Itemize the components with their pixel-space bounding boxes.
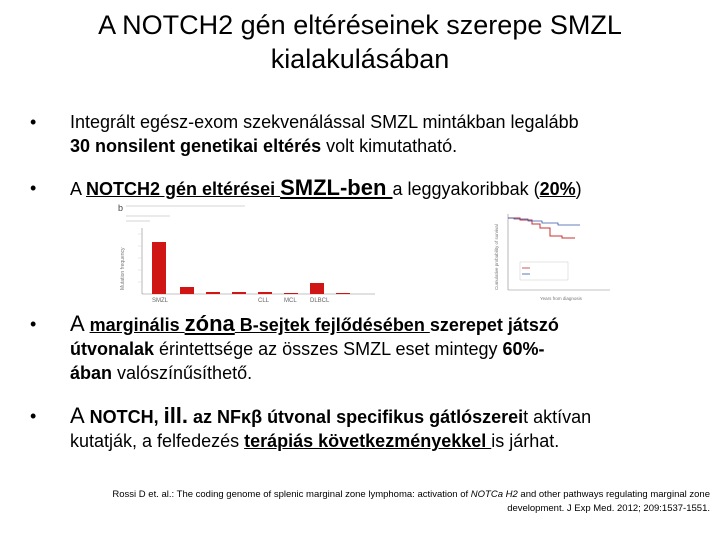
- bullet-1-rest: volt kimutatható.: [321, 136, 458, 156]
- bullet-1-line-2: [70, 134, 700, 158]
- figure-svg: [110, 198, 630, 306]
- bullet-2-mid: a leggyakoribbak (: [392, 179, 540, 199]
- bullet-4-therapy: terápiás következményekkel: [244, 431, 492, 451]
- category-label: SMZL: [152, 298, 169, 304]
- bullet-2-gene: NOTCH2 gén eltérései: [86, 179, 281, 199]
- panel-label: b: [118, 203, 124, 213]
- bar-3: [206, 292, 220, 294]
- bar-7: [310, 283, 324, 294]
- bullet-4-notch: NOTCH,: [89, 407, 164, 427]
- bar-smzl: [152, 242, 166, 294]
- km-y-label: Cumulative probability of survival: [494, 224, 499, 290]
- bullet-4-pre: A: [70, 403, 90, 428]
- bullet-2-pre: A: [70, 179, 87, 199]
- bullet-3-aban: ában: [70, 363, 113, 383]
- bullet-3-middle: érintettsége az összes SMZL eset mintegy: [154, 339, 503, 359]
- bullet-4-line-2: [70, 429, 700, 453]
- bullet-1-text: [70, 110, 700, 158]
- citation-gene: NOTCa H2: [470, 489, 518, 500]
- bar-6: [284, 293, 298, 294]
- bar-4: [232, 292, 246, 294]
- citation-post: and other pathways regulating marginal zone: [517, 489, 710, 500]
- km-legend: [520, 262, 568, 280]
- category-label: DLBCL: [310, 298, 330, 304]
- bullet-2-end: ): [575, 179, 582, 199]
- bullet-dot: •: [30, 406, 37, 426]
- bullet-3-line-2: [70, 337, 700, 361]
- category-label: CLL: [258, 298, 270, 304]
- bullet-1-bold: 30 nonsilent genetikai eltérés: [70, 136, 322, 156]
- bullet-3-end: valószínűsíthető.: [112, 363, 253, 383]
- citation-line-2: development. J Exp Med. 2012; 209:1537-1551.: [507, 503, 710, 514]
- bullet-3-line-3: [70, 361, 700, 385]
- title-line-2: kialakulásában: [270, 44, 450, 74]
- bullet-3-utvonal: útvonalak: [70, 339, 155, 359]
- bullet-3-rest: szerepet játszó: [429, 315, 559, 335]
- slide-title: [60, 8, 660, 76]
- bullet-3-text: [70, 312, 700, 385]
- figure-panel: [110, 198, 630, 306]
- y-axis-label: Mutation frequency: [120, 247, 126, 290]
- bar-5: [258, 292, 272, 294]
- bullet-3-zona: zóna: [184, 311, 235, 336]
- bullet-3-pre: A: [70, 311, 90, 336]
- bullet-dot: •: [30, 178, 37, 198]
- bullet-4-nfkb: az NFκβ útvonal specifikus gátlószerei: [188, 407, 524, 427]
- bullet-3-marginal: marginális: [89, 315, 185, 335]
- bullet-dot: •: [30, 314, 37, 334]
- bullet-1-line-1: Integrált egész-exom szekvenálással SMZL mintákban legalább: [70, 112, 579, 132]
- bullet-3-pct: 60%-: [502, 339, 545, 359]
- citation-pre: Rossi D et. al.: The coding genome of splenic marginal zone lymphoma: activation of: [112, 489, 471, 500]
- bullet-4-rest: t aktívan: [523, 407, 592, 427]
- bullet-4-text: [70, 404, 700, 453]
- category-label: MCL: [284, 298, 297, 304]
- citation-line-1: [70, 488, 710, 502]
- bar-8: [336, 293, 350, 294]
- bullet-4-end: is járhat.: [491, 431, 560, 451]
- bullet-2-smzl: SMZL-ben: [280, 175, 393, 200]
- citation: [70, 488, 710, 516]
- km-x-label: Years from diagnosis: [540, 296, 582, 301]
- bullet-3-line-1: [70, 312, 700, 337]
- bullet-4-ill: ill.: [163, 403, 189, 428]
- bullet-2-pct: 20%: [539, 179, 576, 199]
- bullet-dot: •: [30, 112, 37, 132]
- category-labels: [152, 298, 330, 304]
- bullet-3-bcell: B-sejtek fejlődésében: [234, 315, 430, 335]
- y-ticks: [138, 234, 142, 282]
- km-curve-wildtype: [508, 218, 580, 225]
- bar-2: [180, 287, 194, 294]
- bullet-4-pre2: kutatják, a felfedezés: [70, 431, 245, 451]
- title-line-1: A NOTCH2 gén eltéréseinek szerepe SMZL: [98, 10, 622, 40]
- bullet-4-line-1: [70, 404, 700, 429]
